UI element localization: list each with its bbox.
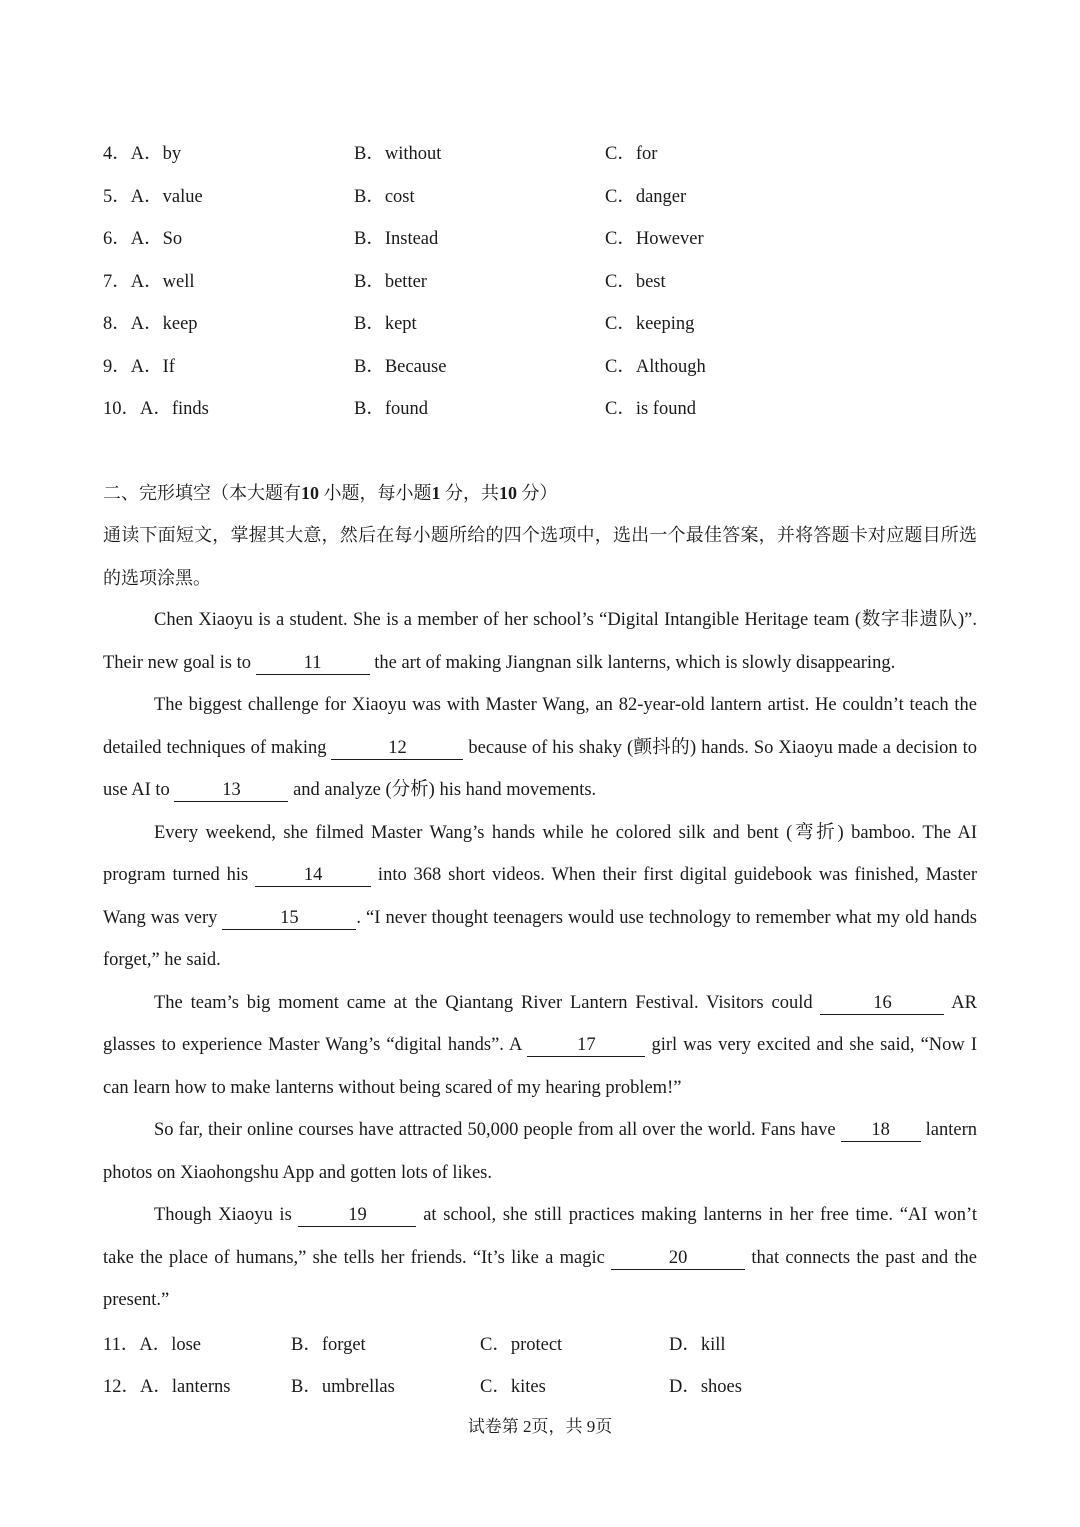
option-a: 12．A．lanterns [103,1377,231,1398]
option-a: 8．A．keep [103,314,198,335]
passage-paragraph-6: Though Xiaoyu is 19 at school, she still practices making lanterns in her free time. “AI won’t take the place of humans,” she tells her friends. “It’s like a magic 20 that connects the past and the present.” [103,1205,977,1310]
option-row-5 [103,174,977,217]
option-a: 6．A．So [103,229,183,250]
option-c: C．best [605,271,666,292]
section-instruction: 通读下面短文，掌握其大意，然后在每小题所给的四个选项中，选出一个最佳答案，并将答题卡对应题目所选的选项涂黑。 [103,525,977,588]
blank-19: 19 [298,1204,416,1227]
blank-11: 11 [256,652,370,675]
blank-20: 20 [611,1247,745,1270]
option-a: 11．A．lose [103,1334,201,1355]
option-a: 9．A．If [103,356,175,377]
option-b: B．Instead [354,229,439,250]
option-row-6 [103,216,977,259]
option-a: 4．A．by [103,144,182,165]
blank-14: 14 [255,864,371,887]
blank-16: 16 [820,992,944,1015]
option-row-12 [103,1364,977,1407]
option-row-11 [103,1322,977,1365]
passage-paragraph-1: Chen Xiaoyu is a student. She is a member of her school’s “Digital Intangible Heritage team (数字非遗队)”. Their new goal is to 11 the art of making Jiangnan silk lanterns, which is slowly disappearing. [103,610,977,673]
passage-paragraph-2: The biggest challenge for Xiaoyu was with Master Wang, an 82-year-old lantern artist. He couldn’t teach the detailed techniques of making 12 because of his shaky (颤抖的) hands. So Xiaoyu made a decision to use AI to 13 and analyze (分析) his hand movements. [103,695,977,800]
option-a: 10．A．finds [103,399,209,420]
option-b: B．cost [354,186,415,207]
option-b: B．found [354,399,429,420]
option-c: C．kites [480,1377,546,1398]
option-d: D．kill [669,1334,726,1355]
option-c: C．Although [605,356,706,377]
option-a: 7．A．well [103,271,195,292]
option-b: B．Because [354,356,447,377]
page-footer: 试卷第 2页，共 9页 [467,1417,613,1436]
section-heading: 二、完形填空（本大题有10 小题，每小题1 分，共10 分） [103,482,558,503]
option-b: B．kept [354,314,417,335]
option-row-9 [103,344,977,387]
passage-paragraph-4: The team’s big moment came at the Qiantang River Lantern Festival. Visitors could 16 AR glasses to experience Master Wang’s “digital hands”. A 17 girl was very excited and she said, “Now I can learn how to make lanterns without being scared of my hearing problem!” [103,992,977,1098]
option-c: C．However [605,229,704,250]
options-block-4-10 [103,131,977,429]
option-c: C．protect [480,1334,563,1355]
option-b: B．umbrellas [291,1377,395,1398]
blank-12: 12 [331,737,463,760]
option-b: B．better [354,271,427,292]
option-c: C．danger [605,186,687,207]
blank-17: 17 [527,1034,645,1057]
option-c: C．keeping [605,314,695,335]
option-a: 5．A．value [103,186,203,207]
passage-paragraph-5: So far, their online courses have attracted 50,000 people from all over the world. Fans have 18 lantern photos on Xiaohongshu App and gotten lots of likes. [103,1120,977,1183]
exam-page [103,131,977,1407]
option-row-10 [103,386,977,429]
option-row-4 [103,131,977,174]
cloze-passage [103,599,977,1322]
options-block-11-12 [103,1322,977,1407]
option-b: B．without [354,144,442,165]
option-c: C．for [605,144,658,165]
option-row-8 [103,301,977,344]
blank-15: 15 [222,907,356,930]
option-c: C．is found [605,399,696,420]
passage-paragraph-3: Every weekend, she filmed Master Wang’s hands while he colored silk and bent (弯折) bamboo. The AI program turned his 14 into 368 short videos. When their first digital guidebook was finished, Master Wang was very 15 . “I never thought teenagers would use technology to remember what my old hands forget,” he said. [103,822,978,970]
option-b: B．forget [291,1334,366,1355]
blank-13: 13 [174,779,288,802]
option-d: D．shoes [669,1377,742,1398]
option-row-7 [103,259,977,302]
blank-18: 18 [841,1119,921,1142]
